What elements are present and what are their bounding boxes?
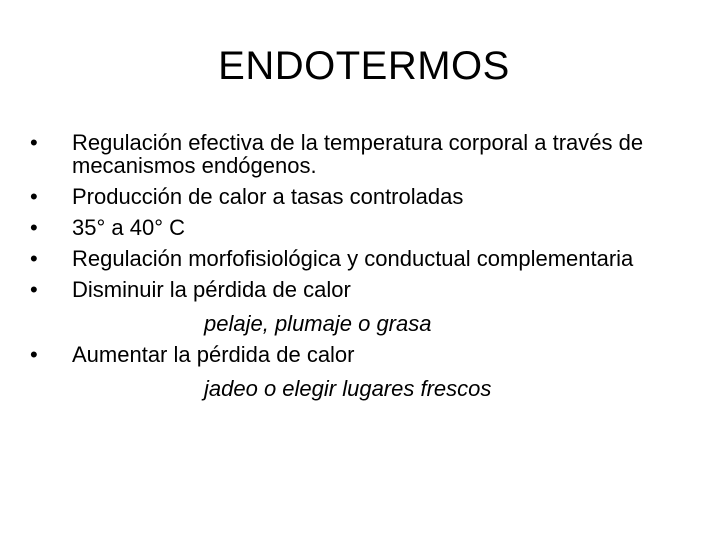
sub-item-text: jadeo o elegir lugares frescos (204, 376, 492, 401)
bullet-text: Producción de calor a tasas controladas (72, 184, 464, 209)
bullet-item (30, 216, 710, 239)
bullet-text: Regulación efectiva de la temperatura corporal a través de mecanismos endógenos. (72, 130, 644, 178)
bullet-list (30, 131, 710, 408)
bullet-item (30, 131, 710, 177)
bullet-icon: • (30, 246, 38, 271)
bullet-icon: • (30, 277, 38, 302)
bullet-item (30, 185, 710, 208)
bullet-icon: • (30, 342, 38, 367)
bullet-icon: • (30, 184, 38, 209)
bullet-icon: • (30, 130, 38, 155)
bullet-item (30, 278, 710, 335)
bullet-text: Aumentar la pérdida de calor (72, 342, 355, 367)
bullet-item (30, 343, 710, 400)
slide-title: ENDOTERMOS (218, 44, 510, 88)
sub-item-text: pelaje, plumaje o grasa (204, 311, 432, 336)
bullet-item (30, 247, 710, 270)
bullet-text: 35° a 40° C (72, 215, 185, 240)
bullet-icon: • (30, 215, 38, 240)
bullet-text: Regulación morfofisiológica y conductual complementaria (72, 246, 634, 271)
bullet-text: Disminuir la pérdida de calor (72, 277, 351, 302)
